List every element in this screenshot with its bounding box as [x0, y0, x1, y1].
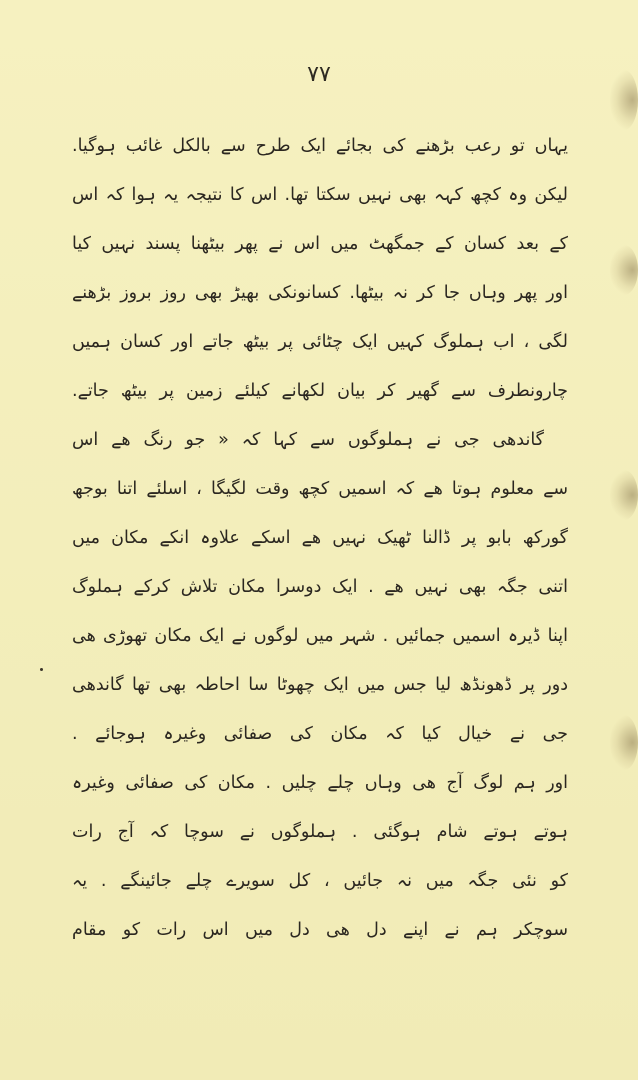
text-line: کو نئی جگہ میں نہ جائیں ، کل سویرے چلے جائینگے . یہ	[72, 871, 568, 891]
page-number: ۷۷	[307, 62, 331, 87]
text-line: لیکن وہ کچھ کہہ بھی نہیں سکتا تھا. اس کا نتیجہ یہ ہوا کہ اس	[72, 185, 568, 205]
page-edge-stain	[610, 245, 638, 295]
text-line: ہوتے ہوتے شام ہوگئی . ہملوگوں نے سوچا کہ آج رات	[72, 822, 568, 842]
text-line: چارونطرف سے گھیر کر بیان لکھانے کیلئے زمین پر بیٹھ جاتے.	[72, 381, 568, 401]
text-line: لگی ، اب ہملوگ کہیں ایک چٹائی پر بیٹھ جاتے اور کسان ہمیں	[72, 332, 568, 352]
text-line: اور پھر وہاں جا کر نہ بیٹھا. کسانونکی بھیڑ بھی روز بروز بڑھنے	[72, 283, 568, 303]
text-line: سے معلوم ہوتا ھے کہ اسمیں کچھ وقت لگیگا ، اسلئے اتنا بوجھ	[72, 479, 568, 499]
text-line: یہاں تو رعب بڑھنے کی بجائے ایک طرح سے بالکل غائب ہوگیا.	[72, 136, 568, 156]
page-edge-stain	[610, 715, 638, 770]
body-text	[72, 122, 568, 955]
paragraph-first-line: گاندھی جی نے ہملوگوں سے کہا کہ « جو رنگ ھے اس	[72, 430, 544, 450]
page-edge-stain	[610, 470, 638, 520]
text-line: سوچکر ہم نے اپنے دل ھی دل میں اس رات کو مقام	[72, 920, 568, 940]
text-line: اور ہم لوگ آج ھی وہاں چلے چلیں . مکان کی صفائی وغیرہ	[72, 773, 568, 793]
margin-dot	[40, 668, 43, 671]
text-line: جی نے خیال کیا کہ مکان کی صفائی وغیرہ ہوجائے .	[72, 724, 568, 744]
text-line: گورکھ بابو پر ڈالنا ٹھیک نہیں ھے اسکے علاوہ انکے مکان میں	[72, 528, 568, 548]
text-line: دور پر ڈھونڈھ لیا جس میں ایک چھوٹا سا احاطہ بھی تھا گاندھی	[72, 675, 568, 695]
text-line: کے بعد کسان کے جمگھٹ میں اس نے پھر بیٹھنا پسند نہیں کیا	[72, 234, 568, 254]
text-line: اپنا ڈیرہ اسمیں جمائیں . شہر میں لوگوں نے ایک مکان تھوڑی ھی	[72, 626, 568, 646]
text-line: اتنی جگہ بھی نہیں ھے . ایک دوسرا مکان تلاش کرکے ہملوگ	[72, 577, 568, 597]
